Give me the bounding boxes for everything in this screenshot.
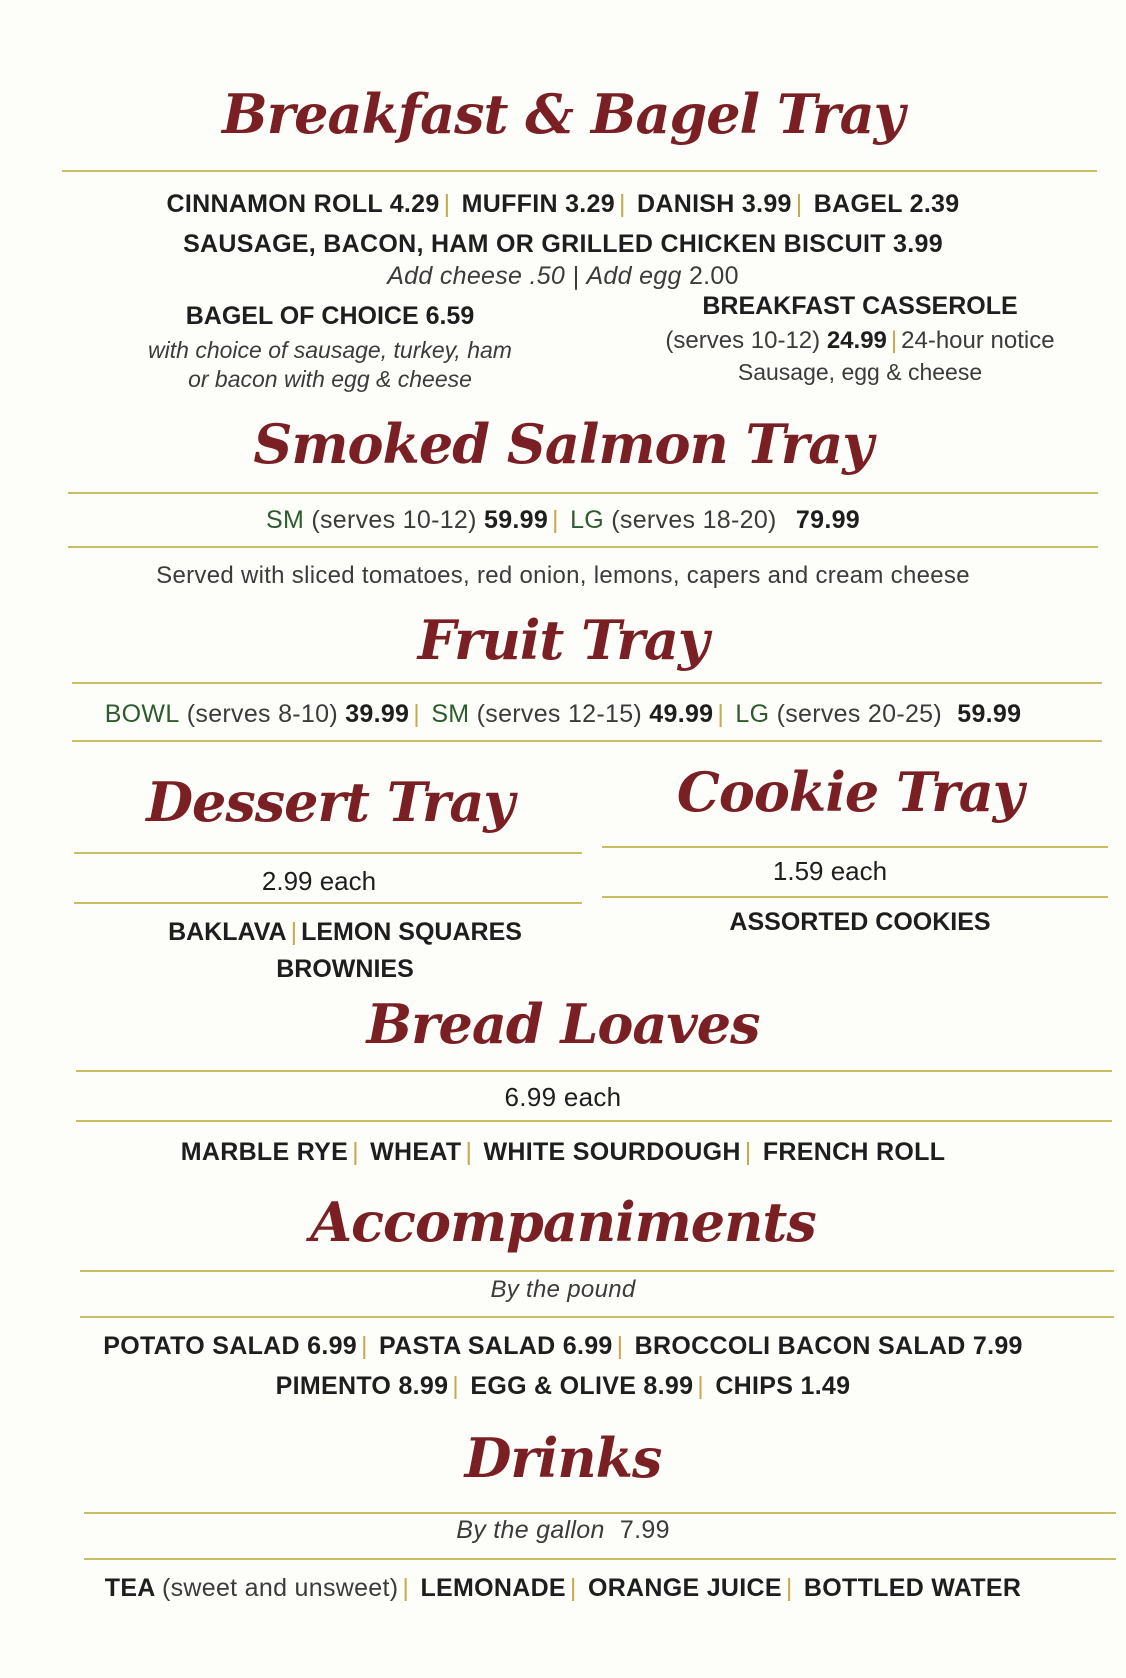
menu-item-name: EGG & OLIVE [470, 1372, 637, 1400]
dessert-price: 2.99 each [261, 866, 377, 896]
divider [80, 1270, 1114, 1272]
serves-text: (serves 10-12) [311, 506, 477, 534]
drink-item: LEMONADE [420, 1574, 566, 1602]
menu-item-price: 39.99 [345, 700, 410, 728]
menu-item-description: or bacon with egg & cheese [188, 366, 472, 392]
separator: | [795, 190, 803, 218]
drink-item: TEA [104, 1574, 155, 1602]
menu-item-price: 4.29 [389, 190, 440, 218]
divider [602, 896, 1108, 898]
menu-item-price: 59.99 [483, 506, 549, 534]
bread-item: WHEAT [370, 1138, 462, 1166]
separator: | [361, 1332, 368, 1360]
divider [72, 682, 1102, 684]
menu-item-name: DANISH [637, 190, 735, 218]
biscuit-row [0, 230, 1126, 259]
notice-text: 24-hour notice [901, 327, 1055, 354]
divider [62, 170, 1097, 172]
drink-item: ORANGE JUICE [587, 1574, 782, 1602]
dessert-tray-heading: Dessert Tray [146, 770, 514, 834]
separator: | [465, 1138, 473, 1166]
serves-text: (serves 12-15) [476, 700, 643, 728]
divider [84, 1512, 1116, 1514]
salmon-sizes-row [0, 506, 1126, 535]
add-cheese-text: Add cheese .50 [387, 262, 566, 290]
accompaniments-row-2 [0, 1372, 1126, 1401]
divider [74, 902, 582, 904]
drink-item: BOTTLED WATER [803, 1574, 1022, 1602]
bread-items-row [0, 1138, 1126, 1167]
cookie-item: ASSORTED COOKIES [729, 908, 991, 936]
separator: | [552, 506, 559, 534]
breakfast-items-row [0, 190, 1126, 219]
tea-note: (sweet and unsweet) [162, 1574, 399, 1602]
size-label: LG [570, 506, 605, 534]
bread-item: FRENCH ROLL [762, 1138, 946, 1166]
menu-item-name: MUFFIN [461, 190, 558, 218]
breakfast-heading: Breakfast & Bagel Tray [222, 82, 904, 146]
add-egg-price: 2.00 [688, 262, 739, 290]
cookie-price: 1.59 each [772, 856, 888, 886]
drinks-items-row [0, 1574, 1126, 1603]
separator: | [402, 1574, 410, 1602]
menu-item-price: 2.39 [909, 190, 960, 218]
separator: | [785, 1574, 793, 1602]
drinks-subtitle: By the gallon [456, 1516, 605, 1544]
accompaniments-heading: Accompaniments [310, 1190, 816, 1254]
menu-item-price: 6.99 [307, 1332, 357, 1360]
serves-text: (serves 18-20) [611, 506, 777, 534]
menu-item-price: 6.99 [562, 1332, 613, 1360]
menu-item-name: BAGEL [813, 190, 903, 218]
menu-item-price: 3.29 [565, 190, 615, 218]
menu-item-name: PASTA SALAD [379, 1332, 556, 1360]
divider [68, 546, 1098, 548]
dessert-items [100, 918, 590, 984]
menu-item-price: 59.99 [957, 700, 1022, 728]
dessert-item: LEMON SQUARES [301, 918, 522, 946]
add-ons-row [0, 262, 1126, 291]
menu-item-name: CHIPS [715, 1372, 794, 1400]
menu-item-name: BAGEL OF CHOICE [185, 302, 419, 330]
menu-item-name: CINNAMON ROLL [166, 190, 383, 218]
fruit-tray-heading: Fruit Tray [417, 608, 709, 672]
bread-price: 6.99 each [504, 1082, 622, 1112]
separator: | [352, 1138, 359, 1166]
menu-item-name: PIMENTO [275, 1372, 392, 1400]
accompaniments-subtitle: By the pound [490, 1276, 636, 1303]
divider [80, 1316, 1114, 1318]
serves-text: (serves 8-10) [186, 700, 338, 728]
menu-item-price: 24.99 [826, 327, 887, 354]
menu-item-price: 49.99 [649, 700, 714, 728]
bread-loaves-heading: Bread Loaves [366, 992, 760, 1056]
menu-item-price: 8.99 [643, 1372, 694, 1400]
separator: | [744, 1138, 752, 1166]
menu-item-price: 8.99 [398, 1372, 449, 1400]
menu-item-name: POTATO SALAD [103, 1332, 300, 1360]
size-label: LG [735, 700, 770, 728]
accompaniments-row-1 [0, 1332, 1126, 1361]
smoked-salmon-heading: Smoked Salmon Tray [253, 412, 873, 476]
menu-item-price: 3.99 [741, 190, 792, 218]
menu-item-price: 7.99 [972, 1332, 1023, 1360]
size-label: SM [431, 700, 470, 728]
casserole-price-row [610, 327, 1110, 355]
dessert-item: BAKLAVA [168, 918, 287, 946]
serves-text: (serves 20-25) [776, 700, 942, 728]
menu-item-name: BREAKFAST CASSEROLE [702, 292, 1018, 320]
divider [76, 1120, 1112, 1122]
drinks-price: 7.99 [619, 1516, 670, 1544]
separator: | [290, 918, 298, 946]
casserole-block [610, 292, 1110, 386]
serves-text: (serves 10-12) [665, 327, 821, 354]
menu-item-price: 1.49 [800, 1372, 851, 1400]
fruit-sizes-row [0, 700, 1126, 729]
size-label: SM [266, 506, 305, 534]
separator: | [452, 1372, 460, 1400]
drinks-heading: Drinks [464, 1426, 662, 1490]
dessert-item: BROWNIES [276, 955, 414, 983]
separator: | [616, 1332, 624, 1360]
add-egg-text: Add egg [586, 262, 682, 290]
cookie-tray-heading: Cookie Tray [676, 760, 1024, 824]
separator: | [618, 190, 626, 218]
divider [76, 1070, 1112, 1072]
divider [84, 1558, 1116, 1560]
separator: | [717, 700, 725, 728]
bread-item: WHITE SOURDOUGH [483, 1138, 741, 1166]
divider [602, 846, 1108, 848]
menu-item-price: 3.99 [893, 230, 943, 258]
menu-item-price: 6.59 [425, 302, 475, 330]
separator: | [443, 190, 451, 218]
menu-item-name: BROCCOLI BACON SALAD [634, 1332, 966, 1360]
salmon-note: Served with sliced tomatoes, red onion, lemons, capers and cream cheese [156, 562, 970, 589]
divider [68, 492, 1098, 494]
menu-item-name: SAUSAGE, BACON, HAM OR GRILLED CHICKEN BISCUIT [183, 230, 886, 258]
divider [74, 852, 582, 854]
menu-item-description: with choice of sausage, turkey, ham [148, 337, 512, 363]
separator: | [890, 327, 898, 354]
menu-item-description: Sausage, egg & cheese [737, 359, 983, 385]
separator: | [569, 1574, 577, 1602]
drinks-price-row [0, 1516, 1126, 1545]
bagel-of-choice-block [60, 302, 600, 393]
size-label: BOWL [104, 700, 180, 728]
divider [72, 740, 1102, 742]
separator: | [413, 700, 421, 728]
bread-item: MARBLE RYE [180, 1138, 349, 1166]
separator: | [697, 1372, 705, 1400]
menu-item-price: 79.99 [795, 506, 860, 534]
separator: | [572, 262, 580, 290]
